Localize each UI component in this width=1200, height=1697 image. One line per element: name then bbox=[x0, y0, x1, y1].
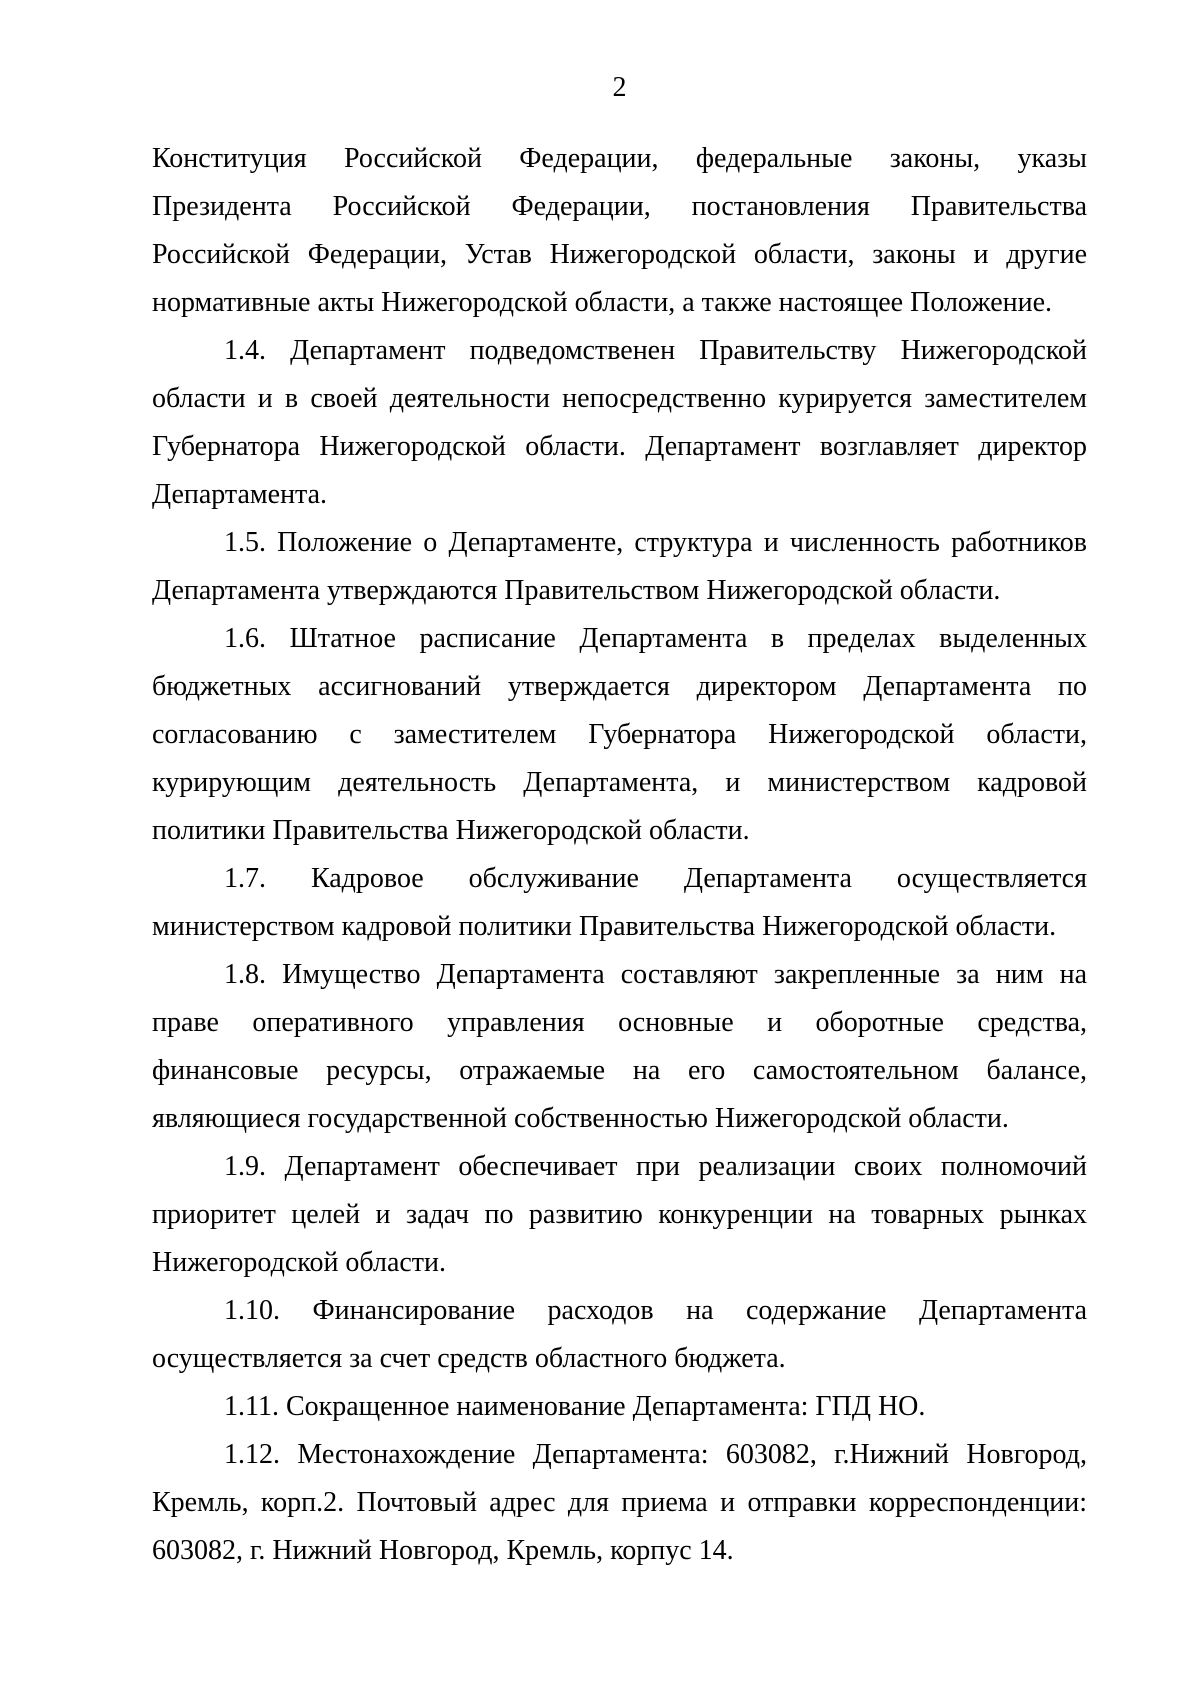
paragraph-intro-continuation bbox=[152, 135, 1087, 327]
text-line: приоритет целей и задач по развитию конкуренции на товарных рынках bbox=[152, 1199, 1087, 1230]
text-line: нормативные акты Нижегородской области, а также настоящее Положение. bbox=[152, 287, 1053, 318]
paragraph-item-1-5 bbox=[152, 519, 1087, 615]
text-line: политики Правительства Нижегородской области. bbox=[152, 815, 750, 846]
text-line: 1.7. Кадровое обслуживание Департамента осуществляется bbox=[224, 863, 1087, 894]
text-line: согласованию с заместителем Губернатора Нижегородской области, bbox=[152, 719, 1087, 750]
text-line: являющиеся государственной собственностью Нижегородской области. bbox=[152, 1103, 1009, 1134]
text-line: 1.9. Департамент обеспечивает при реализации своих полномочий bbox=[224, 1151, 1087, 1182]
paragraph-item-1-9 bbox=[152, 1143, 1087, 1287]
text-line: Департамента. bbox=[152, 479, 328, 510]
paragraph-item-1-6 bbox=[152, 615, 1087, 855]
paragraph-item-1-10 bbox=[152, 1287, 1087, 1383]
text-line: Кремль, корп.2. Почтовый адрес для приема и отправки корреспонденции: bbox=[152, 1487, 1087, 1518]
text-line: курирующим деятельность Департамента, и министерством кадровой bbox=[152, 767, 1087, 798]
text-line: 1.11. Сокращенное наименование Департамента: ГПД НО. bbox=[224, 1391, 926, 1422]
text-line: 1.10. Финансирование расходов на содержание Департамента bbox=[224, 1295, 1087, 1326]
text-line: 1.6. Штатное расписание Департамента в пределах выделенных bbox=[224, 623, 1087, 654]
text-line: Департамента утверждаются Правительством Нижегородской области. bbox=[152, 575, 1001, 606]
text-line: министерством кадровой политики Правительства Нижегородской области. bbox=[152, 911, 1057, 942]
text-line: Нижегородской области. bbox=[152, 1247, 447, 1278]
text-line: 603082, г. Нижний Новгород, Кремль, корпус 14. bbox=[152, 1535, 734, 1566]
paragraph-item-1-12 bbox=[152, 1431, 1087, 1575]
text-line: 1.4. Департамент подведомственен Правительству Нижегородской bbox=[224, 335, 1087, 366]
text-line: осуществляется за счет средств областного бюджета. bbox=[152, 1343, 786, 1374]
text-line: Конституция Российской Федерации, федеральные законы, указы bbox=[152, 143, 1087, 174]
text-line: Губернатора Нижегородской области. Департамент возглавляет директор bbox=[152, 431, 1087, 462]
text-line: бюджетных ассигнований утверждается директором Департамента по bbox=[152, 671, 1087, 702]
text-line: Российской Федерации, Устав Нижегородской области, законы и другие bbox=[152, 239, 1087, 270]
paragraph-item-1-8 bbox=[152, 951, 1087, 1143]
paragraph-item-1-4 bbox=[152, 327, 1087, 519]
document-body bbox=[152, 135, 1087, 1575]
text-line: 1.12. Местонахождение Департамента: 603082, г.Нижний Новгород, bbox=[224, 1439, 1087, 1470]
paragraph-item-1-7 bbox=[152, 855, 1087, 951]
text-line: Президента Российской Федерации, постановления Правительства bbox=[152, 191, 1087, 222]
text-line: 1.5. Положение о Департаменте, структура и численность работников bbox=[224, 527, 1087, 558]
text-line: области и в своей деятельности непосредственно курируется заместителем bbox=[152, 383, 1087, 414]
paragraph-item-1-11 bbox=[152, 1383, 1087, 1431]
text-line: финансовые ресурсы, отражаемые на его самостоятельном балансе, bbox=[152, 1055, 1087, 1086]
page-number: 2 bbox=[612, 72, 627, 103]
text-line: 1.8. Имущество Департамента составляют закрепленные за ним на bbox=[224, 959, 1087, 990]
text-line: праве оперативного управления основные и оборотные средства, bbox=[152, 1007, 1087, 1038]
